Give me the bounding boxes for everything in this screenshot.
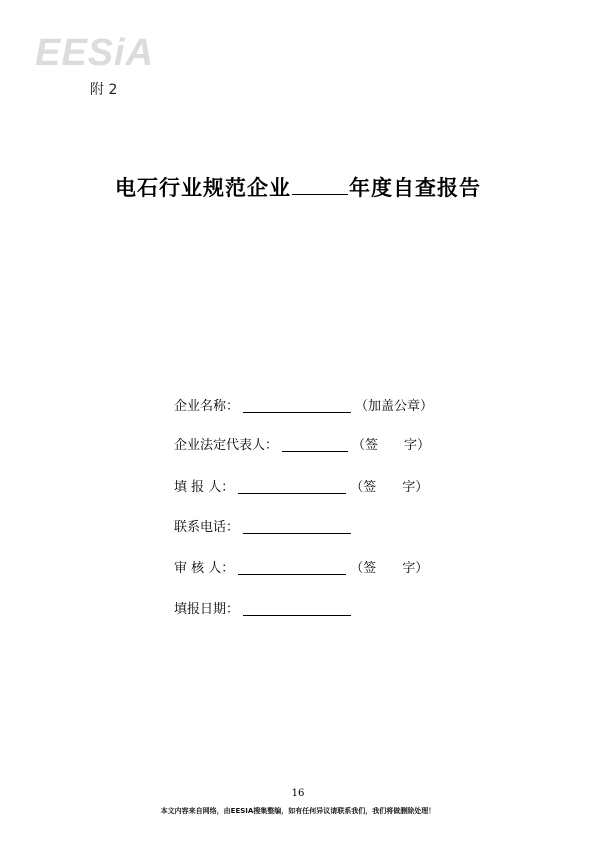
field-contact-phone bbox=[174, 519, 351, 537]
reviewer-blank[interactable] bbox=[238, 573, 346, 575]
contact-phone-blank[interactable] bbox=[243, 532, 351, 534]
field-filled-by bbox=[174, 479, 428, 497]
field-note: （签 字） bbox=[352, 438, 431, 453]
appendix-label: 附 2 bbox=[90, 82, 118, 98]
page-number: 16 bbox=[291, 788, 305, 799]
report-title bbox=[0, 172, 596, 202]
field-fill-date bbox=[174, 601, 351, 619]
field-legal-representative bbox=[174, 437, 430, 455]
field-label: 填报日期： bbox=[174, 602, 240, 617]
legal-representative-blank[interactable] bbox=[282, 450, 348, 452]
field-label: 审 核 人： bbox=[174, 561, 235, 576]
eesia-logo: EESiA bbox=[35, 32, 155, 74]
footer-disclaimer: 本文内容来自网络，由EESIA搜集整编，如有任何异议请联系我们，我们将做删除处理！ bbox=[160, 807, 436, 815]
field-label: 企业名称： bbox=[174, 399, 240, 414]
field-label: 填 报 人： bbox=[174, 480, 235, 495]
title-part-1: 电石行业规范企业 bbox=[115, 175, 291, 200]
field-note: （签 字） bbox=[350, 480, 429, 495]
field-label: 企业法定代表人： bbox=[174, 438, 279, 453]
fill-date-blank[interactable] bbox=[243, 614, 351, 616]
field-company-name bbox=[174, 398, 433, 416]
year-blank-line bbox=[292, 193, 348, 195]
filled-by-blank[interactable] bbox=[238, 492, 346, 494]
field-note: （签 字） bbox=[350, 561, 429, 576]
company-name-blank[interactable] bbox=[243, 411, 351, 413]
field-reviewer bbox=[174, 560, 428, 578]
field-note: （加盖公章） bbox=[355, 399, 434, 414]
field-label: 联系电话： bbox=[174, 520, 240, 535]
title-part-2: 年度自查报告 bbox=[349, 175, 481, 200]
